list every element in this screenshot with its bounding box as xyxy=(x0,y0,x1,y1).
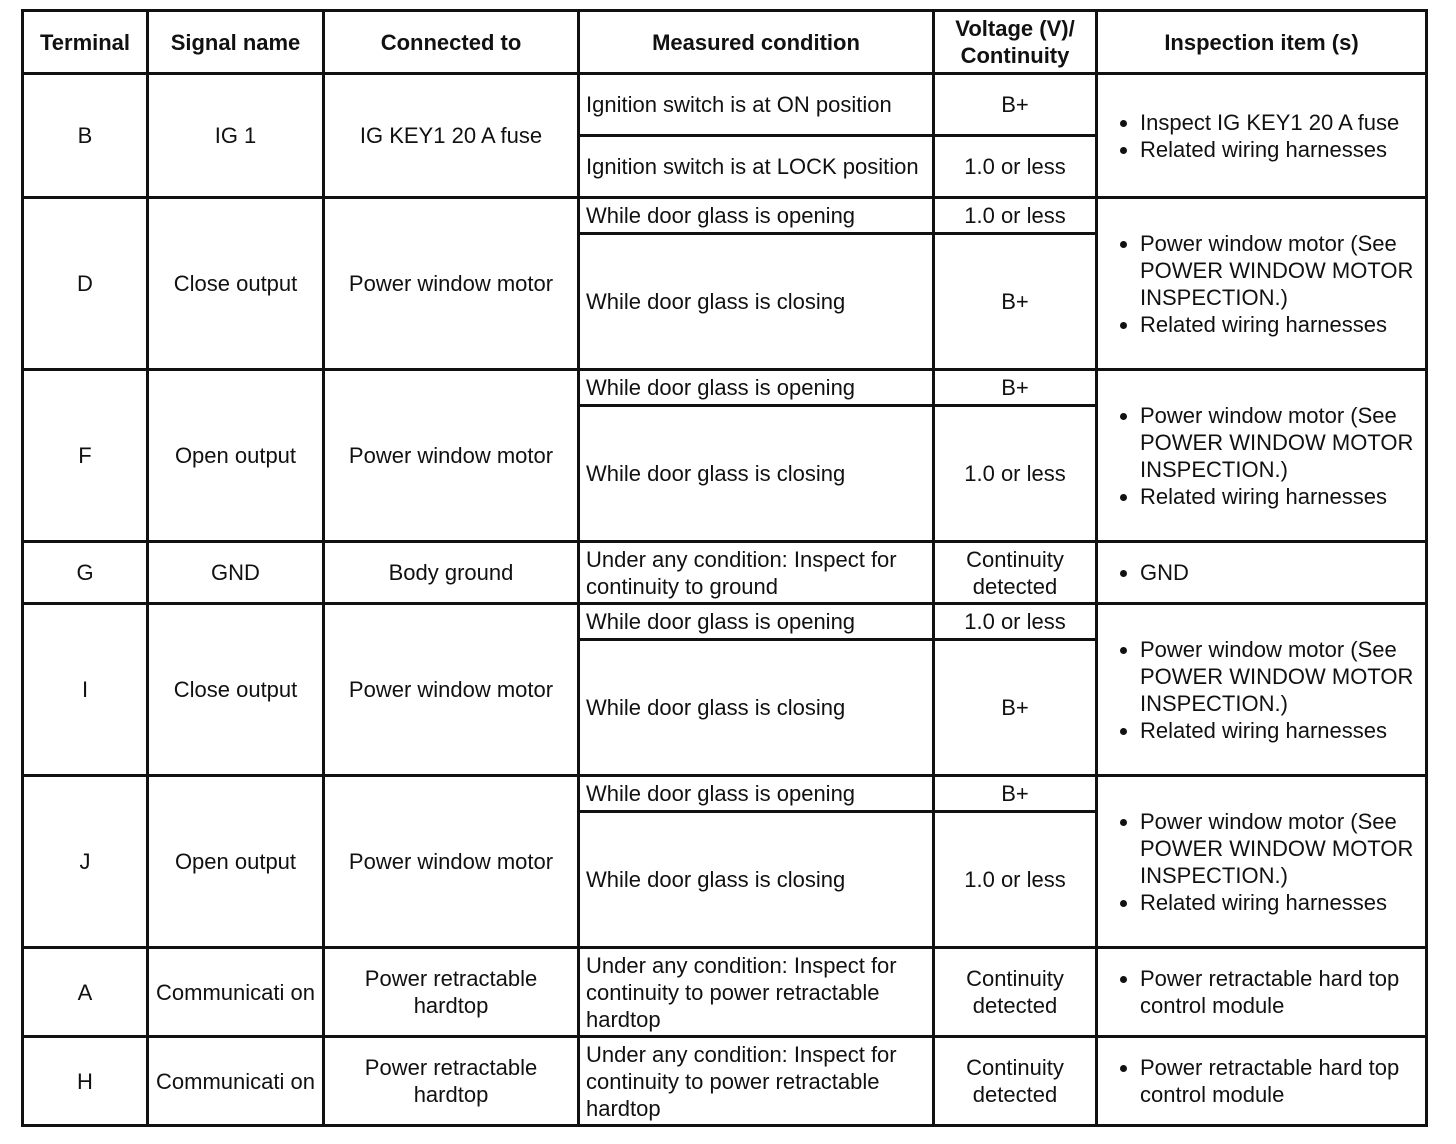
header-connected-to: Connected to xyxy=(324,11,579,74)
measured-condition-cell: While door glass is opening xyxy=(579,776,934,812)
signal-name-cell: Close output xyxy=(148,604,324,776)
terminal-cell: D xyxy=(23,198,148,370)
voltage-continuity-cell: B+ xyxy=(934,776,1097,812)
voltage-continuity-cell: Continuity detected xyxy=(934,1037,1097,1126)
connected-to-cell: Body ground xyxy=(324,542,579,604)
terminal-cell: J xyxy=(23,776,148,948)
table-row xyxy=(23,74,1427,136)
table-row xyxy=(23,198,1427,234)
inspection-item: • Related wiring harnesses xyxy=(1140,311,1419,338)
terminal-cell: B xyxy=(23,74,148,198)
terminal-cell: G xyxy=(23,542,148,604)
inspection-item: • Related wiring harnesses xyxy=(1140,483,1419,510)
voltage-continuity-cell: 1.0 or less xyxy=(934,136,1097,198)
signal-name-cell: Open output xyxy=(148,776,324,948)
signal-name-cell: IG 1 xyxy=(148,74,324,198)
header-inspection-items: Inspection item (s) xyxy=(1097,11,1427,74)
terminal-cell: I xyxy=(23,604,148,776)
connected-to-cell: Power window motor xyxy=(324,198,579,370)
voltage-continuity-cell: B+ xyxy=(934,640,1097,776)
connected-to-cell: IG KEY1 20 A fuse xyxy=(324,74,579,198)
terminal-cell: A xyxy=(23,948,148,1037)
inspection-item: • Power window motor (See POWER WINDOW MOTOR INSPECTION.) xyxy=(1140,230,1419,311)
inspection-list xyxy=(1104,559,1419,586)
terminal-inspection-table xyxy=(21,9,1428,1127)
measured-condition-cell: Under any condition: Inspect for continuity to power retractable hardtop xyxy=(579,948,934,1037)
inspection-list xyxy=(1104,965,1419,1019)
inspection-item: • Related wiring harnesses xyxy=(1140,136,1419,163)
measured-condition-cell: While door glass is opening xyxy=(579,604,934,640)
inspection-item: • Related wiring harnesses xyxy=(1140,889,1419,916)
voltage-continuity-cell: Continuity detected xyxy=(934,542,1097,604)
table-row xyxy=(23,542,1427,604)
inspection-items-cell xyxy=(1097,604,1427,776)
measured-condition-cell: Ignition switch is at LOCK position xyxy=(579,136,934,198)
voltage-continuity-cell: 1.0 or less xyxy=(934,406,1097,542)
header-row xyxy=(23,11,1427,74)
table-row xyxy=(23,948,1427,1037)
measured-condition-cell: While door glass is closing xyxy=(579,406,934,542)
measured-condition-cell: While door glass is closing xyxy=(579,640,934,776)
inspection-list xyxy=(1104,1054,1419,1108)
inspection-item: • Related wiring harnesses xyxy=(1140,717,1419,744)
inspection-items-cell xyxy=(1097,370,1427,542)
terminal-cell: H xyxy=(23,1037,148,1126)
inspection-item: • Power retractable hard top control module xyxy=(1140,965,1419,1019)
inspection-items-cell xyxy=(1097,542,1427,604)
signal-name-cell: Open output xyxy=(148,370,324,542)
table-body xyxy=(23,74,1427,1126)
voltage-continuity-cell: Continuity detected xyxy=(934,948,1097,1037)
table-row xyxy=(23,370,1427,406)
connected-to-cell: Power window motor xyxy=(324,776,579,948)
header-voltage-continuity: Voltage (V)/ Continuity xyxy=(934,11,1097,74)
signal-name-cell: Communicati on xyxy=(148,948,324,1037)
measured-condition-cell: Under any condition: Inspect for continuity to power retractable hardtop xyxy=(579,1037,934,1126)
inspection-item: • Power window motor (See POWER WINDOW MOTOR INSPECTION.) xyxy=(1140,402,1419,483)
connected-to-cell: Power window motor xyxy=(324,370,579,542)
signal-name-cell: Communicati on xyxy=(148,1037,324,1126)
connected-to-cell: Power window motor xyxy=(324,604,579,776)
header-measured-condition: Measured condition xyxy=(579,11,934,74)
inspection-item: • Power retractable hard top control module xyxy=(1140,1054,1419,1108)
header-signal-name: Signal name xyxy=(148,11,324,74)
inspection-items-cell xyxy=(1097,776,1427,948)
signal-name-cell: GND xyxy=(148,542,324,604)
voltage-continuity-cell: 1.0 or less xyxy=(934,812,1097,948)
connected-to-cell: Power retractable hardtop xyxy=(324,1037,579,1126)
inspection-list xyxy=(1104,636,1419,744)
measured-condition-cell: While door glass is opening xyxy=(579,370,934,406)
inspection-item: • Power window motor (See POWER WINDOW MOTOR INSPECTION.) xyxy=(1140,636,1419,717)
terminal-cell: F xyxy=(23,370,148,542)
voltage-continuity-cell: B+ xyxy=(934,74,1097,136)
inspection-list xyxy=(1104,402,1419,510)
inspection-items-cell xyxy=(1097,74,1427,198)
measured-condition-cell: While door glass is opening xyxy=(579,198,934,234)
inspection-item: • GND xyxy=(1140,559,1419,586)
voltage-continuity-cell: B+ xyxy=(934,370,1097,406)
inspection-items-cell xyxy=(1097,198,1427,370)
inspection-items-cell xyxy=(1097,948,1427,1037)
measured-condition-cell: Ignition switch is at ON position xyxy=(579,74,934,136)
inspection-item: • Inspect IG KEY1 20 A fuse xyxy=(1140,109,1419,136)
connected-to-cell: Power retractable hardtop xyxy=(324,948,579,1037)
inspection-list xyxy=(1104,808,1419,916)
measured-condition-cell: While door glass is closing xyxy=(579,234,934,370)
header-terminal: Terminal xyxy=(23,11,148,74)
voltage-continuity-cell: 1.0 or less xyxy=(934,198,1097,234)
voltage-continuity-cell: 1.0 or less xyxy=(934,604,1097,640)
measured-condition-cell: Under any condition: Inspect for continuity to ground xyxy=(579,542,934,604)
inspection-list xyxy=(1104,109,1419,163)
inspection-items-cell xyxy=(1097,1037,1427,1126)
table-row xyxy=(23,776,1427,812)
inspection-list xyxy=(1104,230,1419,338)
inspection-item: • Power window motor (See POWER WINDOW MOTOR INSPECTION.) xyxy=(1140,808,1419,889)
voltage-continuity-cell: B+ xyxy=(934,234,1097,370)
table-row xyxy=(23,604,1427,640)
signal-name-cell: Close output xyxy=(148,198,324,370)
measured-condition-cell: While door glass is closing xyxy=(579,812,934,948)
table-row xyxy=(23,1037,1427,1126)
